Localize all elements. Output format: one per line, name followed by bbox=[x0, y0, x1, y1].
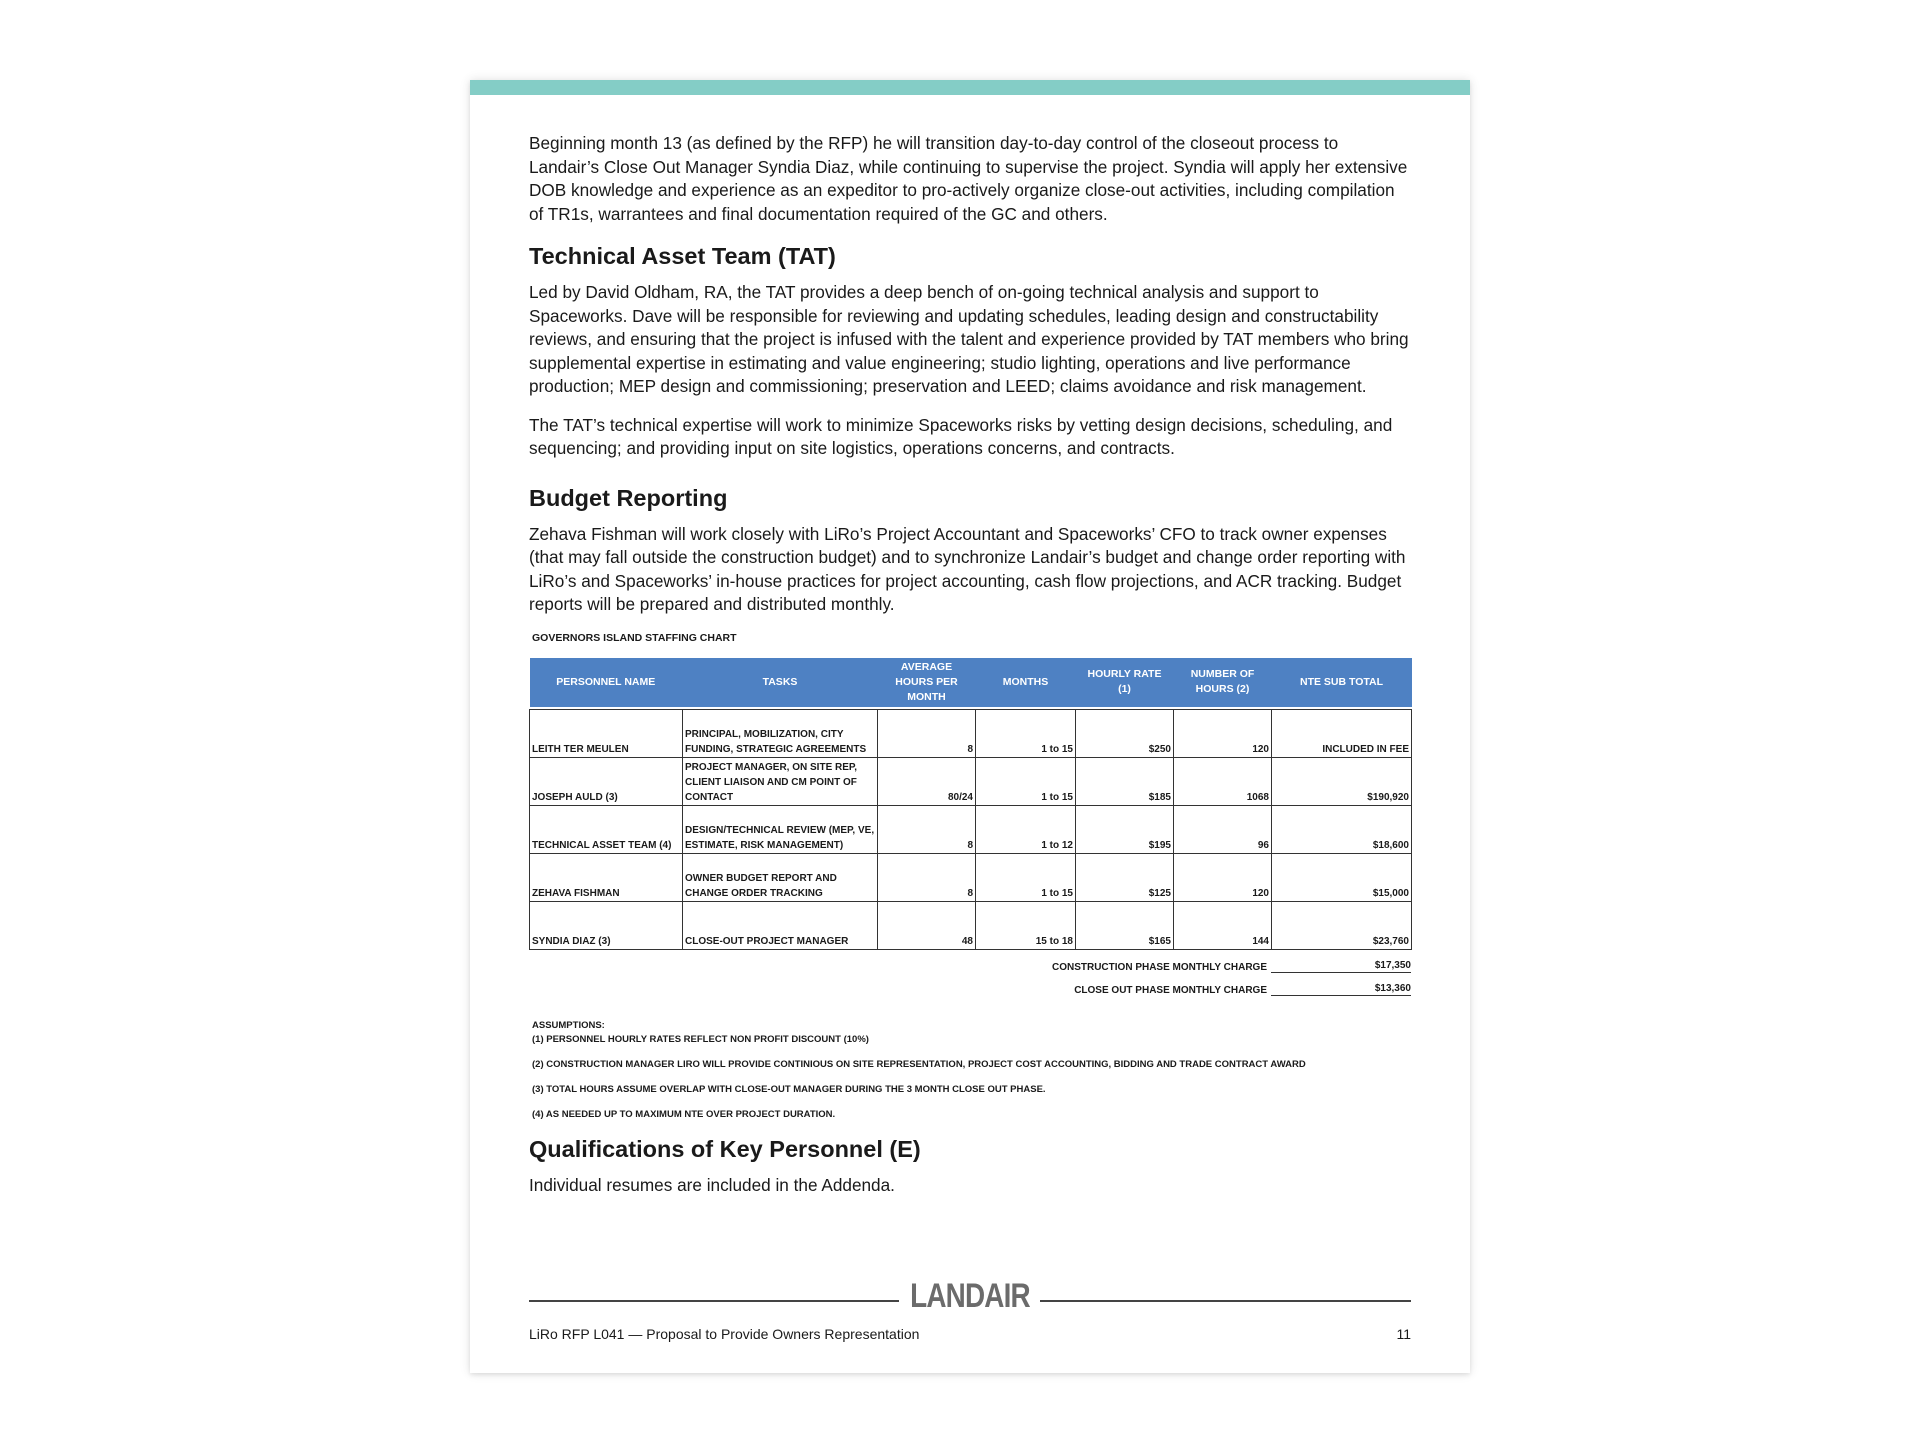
landair-logo: LANDAIR bbox=[910, 1277, 1030, 1315]
header-average-hours: AVERAGE HOURS PER MONTH bbox=[878, 658, 976, 707]
cell-hours: 144 bbox=[1174, 901, 1272, 949]
table-row bbox=[530, 805, 1412, 853]
paragraph-tat-description: Led by David Oldham, RA, the TAT provides a deep bench of on-going technical analysis and support to Spaceworks. Dave will be responsible for reviewing and updating schedules, leading design and constructability reviews, and ensuring that the project is infused with the talent and experience provided by TAT members who bring supplemental expertise in estimating and value engineering; studio lighting, operations and live performance production; MEP design and commissioning; preservation and LEED; claims avoidance and risk management. bbox=[529, 282, 1409, 396]
construction-phase-summary bbox=[529, 960, 1411, 973]
heading-qualifications: Qualifications of Key Personnel (E) bbox=[529, 1135, 921, 1162]
document-page bbox=[470, 80, 1470, 1373]
cell-name: TECHNICAL ASSET TEAM (4) bbox=[530, 805, 683, 853]
cell-tasks: OWNER BUDGET REPORT AND CHANGE ORDER TRACKING bbox=[683, 853, 878, 901]
construction-phase-value: $17,350 bbox=[1271, 960, 1411, 973]
cell-hours: 96 bbox=[1174, 805, 1272, 853]
header-hourly-rate: HOURLY RATE (1) bbox=[1076, 658, 1174, 707]
paragraph-closeout: Beginning month 13 (as defined by the RFP) he will transition day-to-day control of the closeout process to Landair’s Close Out Manager Syndia Diaz, while continuing to supervise the project. Syndia will apply her extensive DOB knowledge and experience as an expeditor to pro-actively organize close-out activities, including compilation of TR1s, warrantees and final documentation required of the GC and others. bbox=[529, 133, 1408, 224]
assumption-item: (1) PERSONNEL HOURLY RATES REFLECT NON PROFIT DISCOUNT (10%) bbox=[532, 1033, 869, 1045]
paragraph-resumes: Individual resumes are included in the Addenda. bbox=[529, 1174, 895, 1195]
header-tasks: TASKS bbox=[683, 658, 878, 707]
cell-rate: $125 bbox=[1076, 853, 1174, 901]
cell-months: 1 to 15 bbox=[976, 757, 1076, 805]
page-accent-bar bbox=[470, 80, 1470, 95]
cell-total: $18,600 bbox=[1272, 805, 1412, 853]
table-row bbox=[530, 709, 1412, 757]
cell-hours: 1068 bbox=[1174, 757, 1272, 805]
cell-hours: 120 bbox=[1174, 853, 1272, 901]
cell-name: LEITH TER MEULEN bbox=[530, 709, 683, 757]
cell-avg-hours: 48 bbox=[878, 901, 976, 949]
cell-avg-hours: 80/24 bbox=[878, 757, 976, 805]
cell-avg-hours: 8 bbox=[878, 853, 976, 901]
cell-tasks: CLOSE-OUT PROJECT MANAGER bbox=[683, 901, 878, 949]
staffing-chart-title: GOVERNORS ISLAND STAFFING CHART bbox=[532, 631, 737, 644]
assumptions-title: ASSUMPTIONS: bbox=[532, 1019, 605, 1031]
header-number-of-hours: NUMBER OF HOURS (2) bbox=[1174, 658, 1272, 707]
header-months: MONTHS bbox=[976, 658, 1076, 707]
cell-tasks: DESIGN/TECHNICAL REVIEW (MEP, VE, ESTIMATE, RISK MANAGEMENT) bbox=[683, 805, 878, 853]
closeout-phase-label: CLOSE OUT PHASE MONTHLY CHARGE bbox=[1074, 984, 1267, 996]
assumptions-block bbox=[529, 1020, 1411, 1120]
footer-document-title: LiRo RFP L041 — Proposal to Provide Owners Representation bbox=[529, 1326, 920, 1342]
cell-months: 1 to 15 bbox=[976, 709, 1076, 757]
table-row bbox=[530, 853, 1412, 901]
cell-rate: $165 bbox=[1076, 901, 1174, 949]
closeout-phase-value: $13,360 bbox=[1271, 983, 1411, 996]
cell-rate: $195 bbox=[1076, 805, 1174, 853]
paragraph-budget: Zehava Fishman will work closely with LiRo’s Project Accountant and Spaceworks’ CFO to track owner expenses (that may fall outside the construction budget) and to synchronize Landair’s budget and change order reporting with LiRo’s and Spaceworks’ in-house practices for project accounting, cash flow projections, and ACR tracking. Budget reports will be prepared and distributed monthly. bbox=[529, 523, 1406, 614]
page-content bbox=[529, 132, 1411, 1212]
cell-months: 1 to 15 bbox=[976, 853, 1076, 901]
cell-avg-hours: 8 bbox=[878, 709, 976, 757]
cell-total: $23,760 bbox=[1272, 901, 1412, 949]
page-number: 11 bbox=[1396, 1326, 1411, 1342]
table-row bbox=[530, 757, 1412, 805]
closeout-phase-summary bbox=[529, 983, 1411, 996]
assumption-item: (3) TOTAL HOURS ASSUME OVERLAP WITH CLOSE-OUT MANAGER DURING THE 3 MONTH CLOSE OUT PHASE. bbox=[532, 1083, 1046, 1095]
cell-rate: $185 bbox=[1076, 757, 1174, 805]
cell-total: $190,920 bbox=[1272, 757, 1412, 805]
cell-tasks: PRINCIPAL, MOBILIZATION, CITY FUNDING, STRATEGIC AGREEMENTS bbox=[683, 709, 878, 757]
heading-technical-asset-team: Technical Asset Team (TAT) bbox=[529, 243, 836, 269]
construction-phase-label: CONSTRUCTION PHASE MONTHLY CHARGE bbox=[1051, 961, 1267, 973]
table-header-row bbox=[530, 658, 1412, 707]
cell-name: ZEHAVA FISHMAN bbox=[530, 853, 683, 901]
header-nte-sub-total: NTE SUB TOTAL bbox=[1272, 658, 1412, 707]
header-personnel-name: PERSONNEL NAME bbox=[530, 658, 683, 707]
assumption-item: (2) CONSTRUCTION MANAGER LIRO WILL PROVIDE CONTINIOUS ON SITE REPRESENTATION, PROJECT COST ACCOUNTING, BIDDING AND TRADE CONTRACT AWARD bbox=[532, 1058, 1306, 1070]
footer-rule-right bbox=[1040, 1300, 1411, 1302]
cell-avg-hours: 8 bbox=[878, 805, 976, 853]
cell-hours: 120 bbox=[1174, 709, 1272, 757]
paragraph-tat-expertise: The TAT’s technical expertise will work to minimize Spaceworks risks by vetting design decisions, scheduling, and sequencing; and providing input on site logistics, operations concerns, and contracts. bbox=[529, 414, 1393, 458]
cell-name: SYNDIA DIAZ (3) bbox=[530, 901, 683, 949]
table-row bbox=[530, 901, 1412, 949]
cell-total: INCLUDED IN FEE bbox=[1272, 709, 1412, 757]
assumption-item: (4) AS NEEDED UP TO MAXIMUM NTE OVER PROJECT DURATION. bbox=[532, 1108, 836, 1120]
staffing-table bbox=[529, 658, 1412, 950]
cell-months: 1 to 12 bbox=[976, 805, 1076, 853]
cell-rate: $250 bbox=[1076, 709, 1174, 757]
cell-months: 15 to 18 bbox=[976, 901, 1076, 949]
cell-name: JOSEPH AULD (3) bbox=[530, 757, 683, 805]
cell-total: $15,000 bbox=[1272, 853, 1412, 901]
heading-budget-reporting: Budget Reporting bbox=[529, 484, 728, 511]
cell-tasks: PROJECT MANAGER, ON SITE REP, CLIENT LIAISON AND CM POINT OF CONTACT bbox=[683, 757, 878, 805]
